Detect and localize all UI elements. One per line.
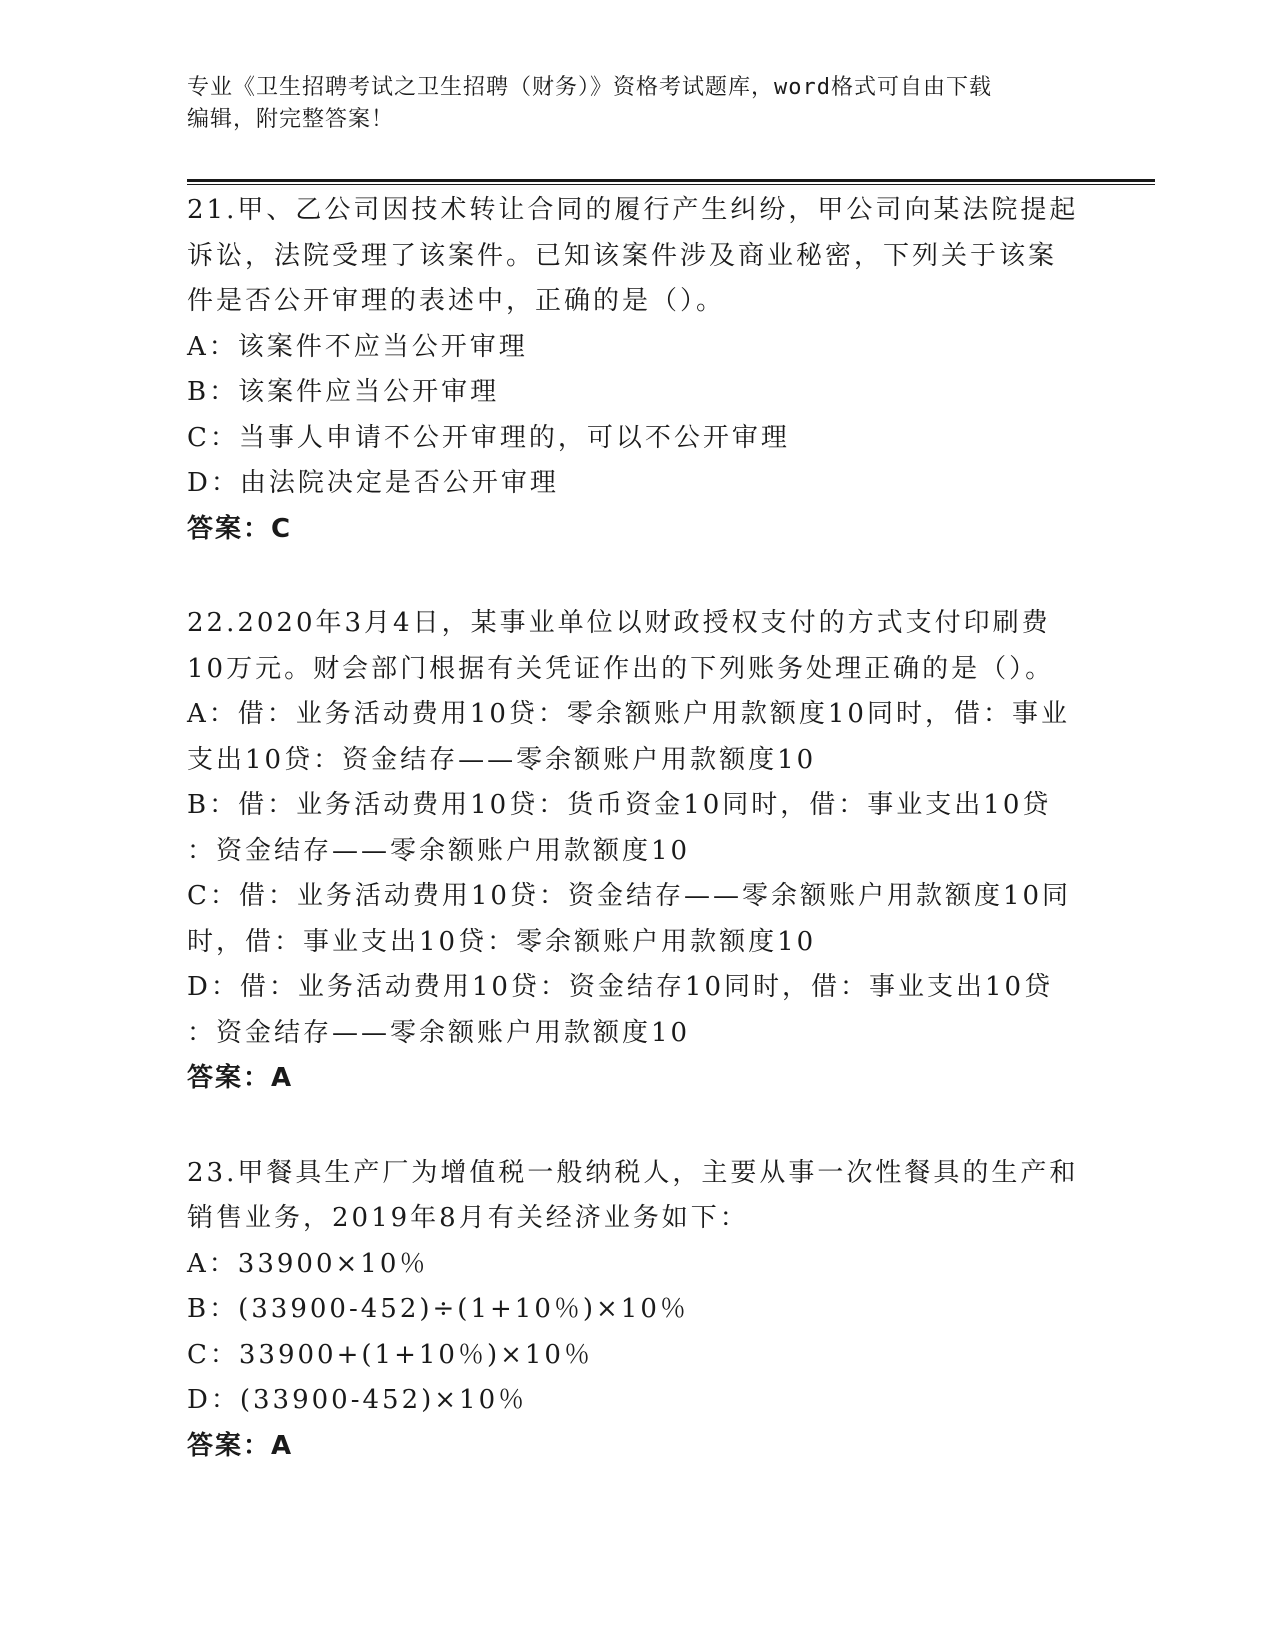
- question-stem-line: 诉讼，法院受理了该案件。已知该案件涉及商业秘密，下列关于该案: [187, 240, 1058, 271]
- option-d: D：借：业务活动费用10贷：资金结存10同时，借：事业支出10贷: [187, 972, 1054, 1002]
- question-stem-line: 21.甲、乙公司因技术转让合同的履行产生纠纷，甲公司向某法院提起: [187, 195, 1079, 225]
- header-line-2: 编辑，附完整答案！: [187, 107, 395, 132]
- question-stem-line: 22.2020年3月4日，某事业单位以财政授权支付的方式支付印刷费: [187, 608, 1051, 638]
- option-b: B：借：业务活动费用10贷：货币资金10同时，借：事业支出10贷: [187, 790, 1052, 820]
- option-a: A：借：业务活动费用10贷：零余额账户用款额度10同时，借：事业: [187, 699, 1070, 729]
- option-a-continued: 支出10贷：资金结存——零余额账户用款额度10: [187, 744, 817, 775]
- option-a: A：该案件不应当公开审理: [187, 331, 528, 362]
- question-stem-line: 10万元。财会部门根据有关凭证作出的下列账务处理正确的是（）。: [187, 653, 1055, 684]
- question-23: [187, 1151, 1077, 1470]
- question-22: [187, 601, 1077, 1102]
- option-b: B：(33900-452)÷(1+10％)×10％: [187, 1294, 689, 1324]
- header-line-1: 专业《卫生招聘考试之卫生招聘（财务）》资格考试题库，word格式可自由下载: [187, 75, 992, 100]
- option-a: A：33900×10％: [187, 1248, 429, 1279]
- option-c: C：借：业务活动费用10贷：资金结存——零余额账户用款额度10同: [187, 881, 1072, 911]
- option-d: D：(33900-452)×10％: [187, 1385, 528, 1415]
- option-c-continued: 时，借：事业支出10贷：零余额账户用款额度10: [187, 926, 817, 957]
- header-divider-thin: [187, 184, 1155, 185]
- option-d: D：由法院决定是否公开审理: [187, 468, 559, 498]
- answer-label: 答案：A: [187, 1063, 294, 1093]
- answer-label: 答案：C: [187, 513, 293, 544]
- question-stem-line: 件是否公开审理的表述中，正确的是（）。: [187, 286, 726, 316]
- question-21: [187, 188, 1077, 552]
- header-divider-thick: [187, 179, 1155, 182]
- option-c: C：33900+(1+10％)×10％: [187, 1339, 593, 1370]
- option-b-continued: ：资金结存——零余额账户用款额度10: [187, 835, 691, 866]
- answer-label: 答案：A: [187, 1430, 294, 1461]
- question-stem-line: 23.甲餐具生产厂为增值税一般纳税人，主要从事一次性餐具的生产和: [187, 1157, 1079, 1188]
- option-c: C：当事人申请不公开审理的，可以不公开审理: [187, 422, 790, 453]
- option-d-continued: ：资金结存——零余额账户用款额度10: [187, 1017, 691, 1048]
- question-list: [187, 188, 1077, 1518]
- option-b: B：该案件应当公开审理: [187, 377, 500, 407]
- question-stem-line: 销售业务，2019年8月有关经济业务如下：: [187, 1203, 749, 1233]
- document-header: [187, 72, 1087, 136]
